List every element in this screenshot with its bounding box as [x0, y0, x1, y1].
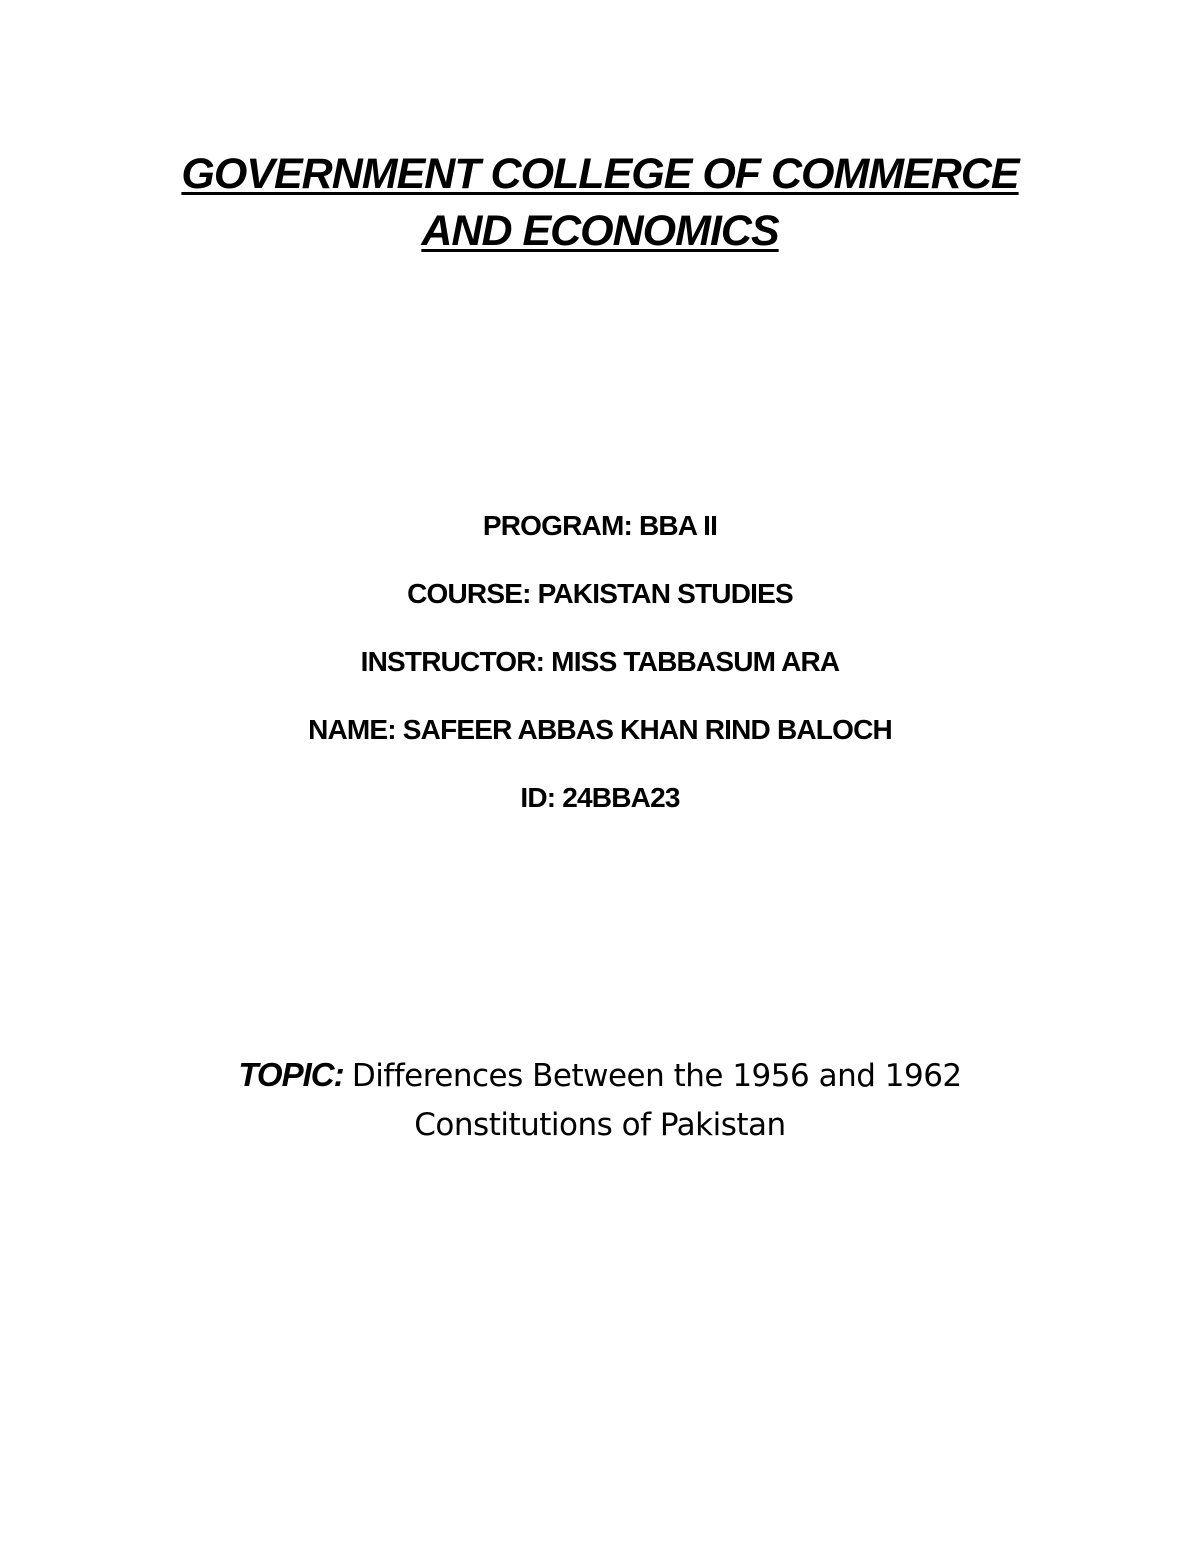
- topic-text-line-1: Differences Between the 1956 and 1962: [351, 1058, 962, 1094]
- college-title-line-2: AND ECONOMICS: [421, 207, 779, 255]
- student-info-block: [100, 506, 1100, 846]
- college-title-line-1: GOVERNMENT COLLEGE OF COMMERCE: [181, 150, 1019, 198]
- name-line: NAME: SAFEER ABBAS KHAN RIND BALOCH: [308, 714, 892, 745]
- program-line: PROGRAM: BBA II: [482, 510, 718, 541]
- college-title: [100, 146, 1100, 260]
- topic-text-line-2: Constitutions of Pakistan: [414, 1107, 786, 1143]
- course-line: COURSE: PAKISTAN STUDIES: [407, 578, 793, 609]
- topic-block: [100, 1050, 1100, 1150]
- instructor-line: INSTRUCTOR: MISS TABBASUM ARA: [360, 646, 840, 677]
- topic-label: TOPIC:: [238, 1056, 344, 1093]
- id-line: ID: 24BBA23: [520, 782, 680, 813]
